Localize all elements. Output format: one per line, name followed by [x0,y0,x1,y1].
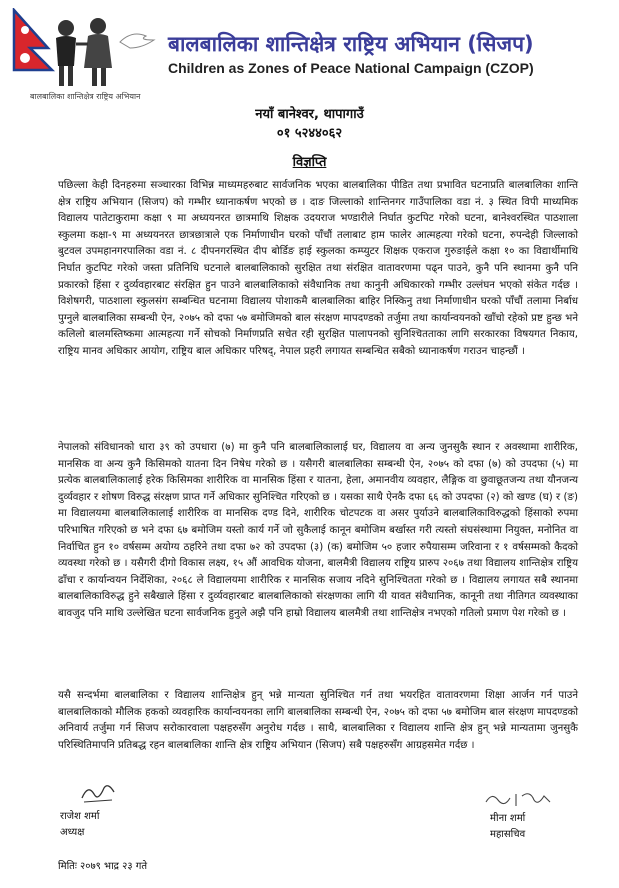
address-line: नयाँ बानेश्वर, थापागाउँ [255,107,364,122]
signatory-right-title: महासचिव [490,829,526,840]
org-name-english: Children as Zones of Peace National Campaign (CZOP) [168,60,534,76]
letterhead [0,0,619,101]
phone-number: ०१ ५२४४०६२ [276,126,343,141]
logo-caption: बालबालिका शान्तिक्षेत्र राष्ट्रिय अभियान [30,92,141,101]
body-paragraph-1: पछिल्ला केही दिनहरुमा सञ्चारका विभिन्न माध्यमहरुबाट सार्वजनिक भएका बालबालिका पीडित तथा प्रभावित घटनाप्रति बालबालिका शान्ति क्षेत्र राष्ट्रिय अभियान (सिजप) को गम्भीर ध्यानाकर्षण भएको छ । दाङ जिल्लाको शान्तिनगर गाउँपालिका वडा नं. ३ स्थित विपी माध्यमिक विद्यालय पातेटाकुरामा कक्षा ९ मा अध्ययनरत छात्रमाथि शिक्षक उदयराज भण्डारीले निर्घात कुटपिट गरेको घटना, बानेश्वरस्थित पाठशाला स्कुलमा कक्षा-९ मा अध्ययनरत छात्रछात्राले एक निर्माणाधीन घरको पाँचौं तलाबाट हाम फालेर आत्महत्या गरेको घटना, रुपन्देही जिल्लाको बुटवल उपमहानगरपालिका वडा नं. ८ दीपनगरस्थित दीप बोर्डिङ हाई स्कुलका कम्प्युटर शिक्षक एकराज गुरुङाईले कक्षा १० का विद्यार्थीमाथि निर्घात कुटपिट गरेको जस्ता प्रतिनिधि घटनाले बालबालिकाको सुरक्षित तथा संरक्षित वातावरणमा पढ्न पाउने, कुनै पनि स्थानमा कुनै पनि प्रकारको हिंसा र दुर्व्यवहारबाट संरक्षित हुन पाउने बालबालिकाको संवैधानिक तथा कानुनी अधिकारको गम्भीर उल्लंघन भएको संकेत गर्दछ । विशेषगरी, पाठशाला स्कुलसंग सम्बन्धित घटनामा विद्यालय पोशाकमै बालबालिका बाहिर निस्किनु तथा निर्माणाधीन घरको पाँचौं तलामा निर्बाध पुग्नुले बालबालिका सम्बन्धी ऐन, २०७५ को दफा ५७ बमोजिमको बाल संरक्षण मापदण्डको तर्जुमा तथा कार्यान्वयनको खाँचो रहेको प्रष्ट हुन्छ भने कलिलो बालमस्तिष्कमा आत्महत्या गर्ने सोचको निर्माणप्रति सचेत रही सुरक्षित पालापनको सुनिश्चितताका लागि सरकारका विषयगत निकाय, राष्ट्रिय मानव अधिकार आयोग, राष्ट्रिय बाल अधिकार परिषद्, नेपाल प्रहरी लगायत सम्बन्धित सबैको ध्यानाकर्षण गराउन चाहन्छौं । [58,180,578,357]
body-paragraph-3: यसै सन्दर्भमा बालबालिका र विद्यालय शान्तिक्षेत्र हुन् भन्ने मान्यता सुनिश्चित गर्न तथा भयरहित वातावरणमा शिक्षा आर्जन गर्न पाउने बालबालिकाको मौलिक हकको व्यवहारिक कार्यान्वयनका लागि बालबालिका सम्बन्धी ऐन, २०७५ को दफा ५७ बमोजिम बाल संरक्षण मापदण्डको अनिवार्य तर्जुमा गर्न सिजप सरोकारवाला पक्षहरुसँग अनुरोध गर्दछ । साथै, बालबालिका र विद्यालय शान्ति क्षेत्र हुन् भन्ने मान्यतामा जुनसुकै परिस्थितिमापनि प्रतिबद्ध रहन बालबालिका शान्ति क्षेत्र राष्ट्रिय अभियान (सिजप) सबै पक्षहरुसँग आग्रहसमेत गर्दछ । [58,690,578,751]
signature-right-icon [484,788,554,810]
document-heading: विज्ञप्ति [292,155,327,170]
org-name-nepali: बालबालिका शान्तिक्षेत्र राष्ट्रिय अभियान (सिजप) [168,32,534,56]
body-paragraph-2: नेपालको संविधानको धारा ३९ को उपधारा (७) मा कुनै पनि बालबालिकालाई घर, विद्यालय वा अन्य जुनसुकै स्थान र अवस्थामा शारीरिक, मानसिक वा अन्य कुनै किसिमको यातना दिन निषेध गरेको छ । यसैगरी बालबालिका सम्बन्धी ऐन, २०७५ को दफा (७) को उपदफा (५) मा प्रत्येक बालबालिकालाई हरेक किसिमका शारीरिक वा मानसिक हिंसा र यातना, हेला, अमानवीय व्यवहार, लैङ्गिक वा छुवाछूतजन्य तथा यौनजन्य दुर्व्यवहार र शोषण विरुद्ध संरक्षण प्राप्त गर्ने अधिकार सुनिश्चित गरिएको छ । यसका साथै ऐनकै दफा ६६ को उपदफा (२) को खण्ड (घ) र (ङ) मा विद्यालयमा बालबालिकालाई शारीरिक वा मानसिक दण्ड दिने, शारीरिक चोटपटक वा असर पुर्याउने बालबालिकाविरुद्धको हिंसाको रुपमा परिभाषित गरिएको छ भने दफा ६७ बमोजिम यस्तो कार्य गर्ने जो सुकैलाई कानून बमोजिम बर्खास्त गरी त्यस्तो संघसंस्थामा नियुक्त, मनोनित वा निर्वाचित हुन १० वर्षसम्म अयोग्य ठहरिने तथा दफा ७२ को उपदफा (३) (क) बमोजिम ५० हजार रुपैयासम्म जरिवाना र १ वर्षसम्मको कैदको व्यवस्था गरेको छ । यसैगरी दीगो विकास लक्ष्य, १५ औं आवधिक योजना, बालमैत्री विद्यालय राष्ट्रिय प्रारुप २०६७ तथा विद्यालय शान्तिक्षेत्र राष्ट्रिय ढाँचा र कार्यान्वयन निर्देशिका, २०६८ ले विद्यालयमा शारीरिक र मानसिक सजाय नदिने सुनिश्चितता गरेको छ । विद्यालय लगायत सबै स्थानमा बालबालिकाविरुद्ध हुने सबैखाले हिंसा र दुर्व्यवहारबाट बालबालिकाको संरक्षणका लागि यी यावत संवैधानिक, कानूनी तथा नीतिगत व्यवस्थाका बावजुद पनि माथि उल्लेखित घटना सार्वजनिक हुनुले अझै पनि हाम्रो विद्यालय बालमैत्री तथा शान्तिक्षेत्र नभएको गतिलो प्रमाण पेश गरेको छ । [58,442,578,619]
document-date: मितिः २०७९ भाद्र २३ गते [58,861,148,872]
signatory-right-name: मीना शर्मा [490,813,526,824]
signatory-left-title: अध्यक्ष [60,827,85,838]
signature-left-icon [78,780,118,806]
campaign-logo-icon [8,8,158,94]
signatory-left-name: राजेश शर्मा [60,811,100,822]
